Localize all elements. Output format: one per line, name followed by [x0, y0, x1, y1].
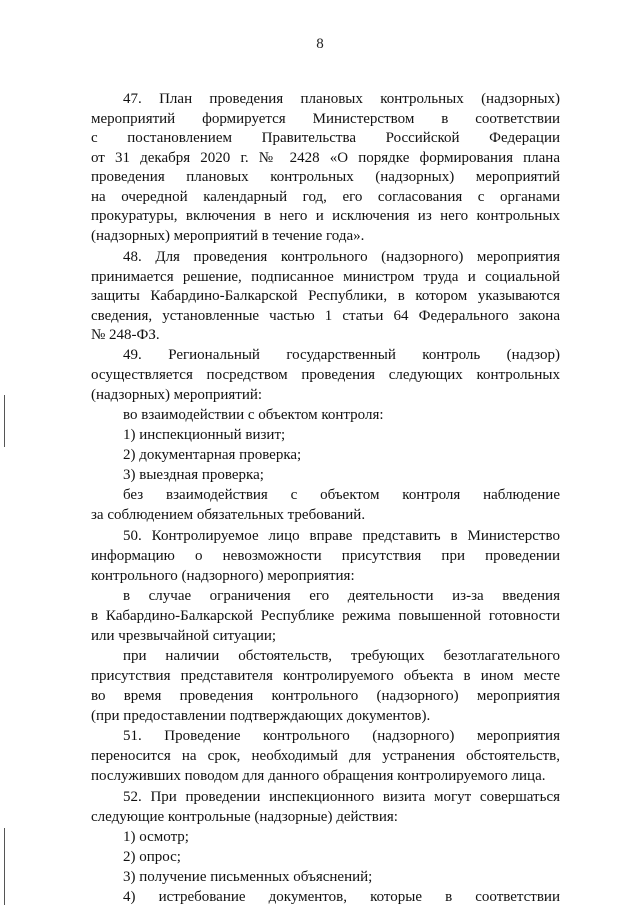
- text-line: мероприятий формируется Министерством в соответствии: [91, 111, 560, 127]
- scan-margin-line: [4, 828, 5, 905]
- text-line: 51. Проведение контрольного (надзорного) мероприятия: [123, 728, 560, 744]
- text-line: 49. Региональный государственный контроль (надзор): [123, 347, 560, 363]
- text-line: защиты Кабардино-Балкарской Республики, в котором указываются: [91, 288, 560, 304]
- text-line: при наличии обстоятельств, требующих безотлагательного: [123, 648, 560, 664]
- text-line: осуществляется посредством проведения следующих контрольных: [91, 367, 560, 383]
- text-line: 4) истребование документов, которые в соответствии: [123, 889, 560, 905]
- text-line: во взаимодействии с объектом контроля:: [123, 407, 384, 423]
- list-item: 3) выездная проверка;: [123, 467, 264, 483]
- text-line: проведения плановых контрольных (надзорных) мероприятий: [91, 169, 560, 185]
- text-line: прокуратуры, включения в него и исключения из него контрольных: [91, 208, 560, 224]
- text-line: 52. При проведении инспекционного визита могут совершаться: [123, 789, 560, 805]
- text-line: на очередной календарный год, его согласования с органами: [91, 189, 560, 205]
- text-line: за соблюдением обязательных требований.: [91, 507, 366, 523]
- list-item: 1) инспекционный визит;: [123, 427, 286, 443]
- text-line: в Кабардино-Балкарской Республике режима повышенной готовности: [91, 608, 560, 624]
- text-line: 50. Контролируемое лицо вправе представить в Министерство: [123, 528, 560, 544]
- text-line: контрольного (надзорного) мероприятия:: [91, 568, 355, 584]
- text-line: в случае ограничения его деятельности из-за введения: [123, 588, 560, 604]
- text-line: информацию о невозможности присутствия при проведении: [91, 548, 560, 564]
- text-line: № 248-ФЗ.: [91, 327, 160, 343]
- text-line: или чрезвычайной ситуации;: [91, 628, 277, 644]
- text-line: от 31 декабря 2020 г. № 2428 «О порядке формирования плана: [91, 150, 560, 166]
- page-number: 8: [316, 36, 324, 52]
- text-line: 47. План проведения плановых контрольных (надзорных): [123, 91, 560, 107]
- text-line: принимается решение, подписанное министром труда и социальной: [91, 269, 560, 285]
- text-line: (при предоставлении подтверждающих документов).: [91, 708, 431, 724]
- text-line: с постановлением Правительства Российской Федерации: [91, 130, 560, 146]
- text-line: 48. Для проведения контрольного (надзорного) мероприятия: [123, 249, 560, 265]
- list-item: 2) опрос;: [123, 849, 181, 865]
- list-item: 1) осмотр;: [123, 829, 189, 845]
- text-line: следующие контрольные (надзорные) действия:: [91, 809, 398, 825]
- text-line: послуживших поводом для данного обращения контролируемого лица.: [91, 768, 546, 784]
- scan-margin-line: [4, 395, 5, 447]
- list-item: 3) получение письменных объяснений;: [123, 869, 373, 885]
- text-line: (надзорных) мероприятий в течение года».: [91, 228, 365, 244]
- text-line: сведения, установленные частью 1 статьи 64 Федерального закона: [91, 308, 560, 324]
- text-line: без взаимодействия с объектом контроля наблюдение: [123, 487, 560, 503]
- text-line: переносится на срок, необходимый для устранения обстоятельств,: [91, 748, 560, 764]
- text-line: присутствия представителя контролируемого объекта в ином месте: [91, 668, 560, 684]
- text-line: (надзорных) мероприятий:: [91, 387, 263, 403]
- text-line: во время проведения контрольного (надзорного) мероприятия: [91, 688, 560, 704]
- list-item: 2) документарная проверка;: [123, 447, 302, 463]
